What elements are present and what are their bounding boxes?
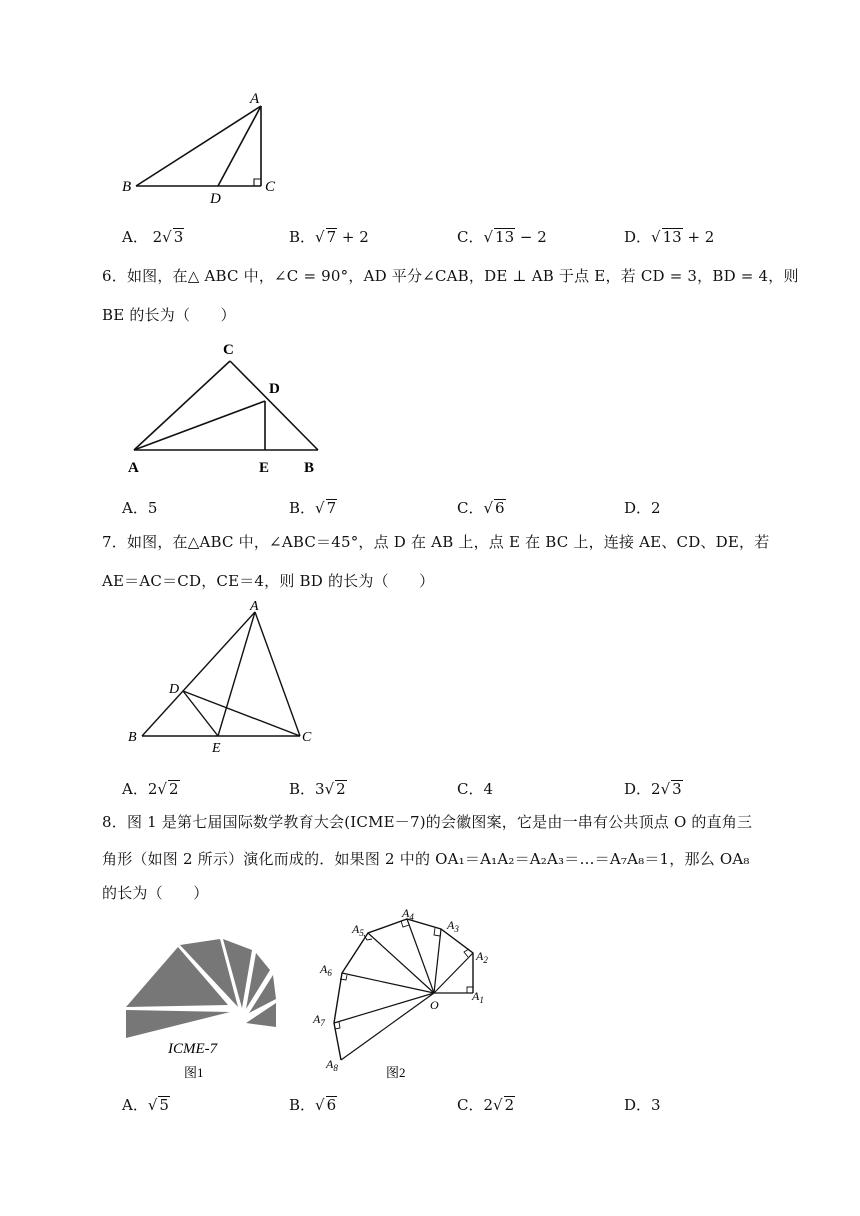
- option-radicand: 13: [662, 228, 682, 246]
- label-A2: $A_2$: [476, 949, 488, 965]
- option-coef: 2: [651, 780, 661, 798]
- option-text: 3: [651, 1096, 661, 1114]
- q8-figure1-icme-emblem: [118, 935, 288, 1085]
- segment-CB: [230, 361, 318, 450]
- option-rest: − 2: [515, 228, 547, 246]
- emblem-caption: ICME-7: [168, 1041, 218, 1057]
- segment-AD: [218, 106, 261, 186]
- option-radicand: 6: [326, 1096, 337, 1114]
- option-text: 5: [147, 499, 158, 517]
- option-radicand: 2: [168, 780, 179, 798]
- label-A3: $A_3$: [447, 918, 459, 934]
- label-A7: $A_7$: [313, 1012, 325, 1028]
- option-letter: A．: [122, 499, 148, 517]
- spiral-outline: [334, 919, 473, 1060]
- q6-option-b: B．√ 7: [289, 499, 337, 517]
- option-letter: B．: [289, 228, 316, 246]
- option-radicand: 6: [495, 499, 505, 517]
- option-letter: B．: [289, 780, 316, 798]
- option-coef: 2: [147, 780, 158, 798]
- q7-option-b: B．3√ 2: [289, 780, 346, 798]
- label-B: B: [128, 730, 137, 745]
- q6-stem-line1: 6．如图，在△ ABC 中，∠C = 90°，AD 平分∠CAB，DE ⊥ AB 于点 E，若 CD = 3，BD = 4，则: [102, 267, 799, 285]
- option-letter: B．: [289, 499, 316, 517]
- right-angle-mark: [254, 179, 261, 186]
- option-letter: D．: [624, 1096, 652, 1114]
- label-subscript: 7: [320, 1018, 325, 1028]
- option-radicand: 5: [159, 1096, 169, 1114]
- label-A: A: [128, 460, 139, 476]
- segment-AD: [134, 401, 265, 450]
- q8-option-b: B．√ 6: [289, 1096, 337, 1114]
- right-angle-mark: [434, 928, 440, 936]
- q6-stem-line2: BE 的长为（ ）: [102, 306, 236, 324]
- label-E: E: [212, 741, 221, 755]
- option-letter: A．: [122, 780, 148, 798]
- option-letter: C．: [457, 1096, 484, 1114]
- option-rest: + 2: [682, 228, 715, 246]
- spoke-OA7: [334, 993, 434, 1023]
- option-radicand: 7: [326, 499, 337, 517]
- q7-stem-line1: 7．如图，在△ABC 中，∠ABC＝45°，点 D 在 AB 上，点 E 在 BC 上，连接 AE、CD、DE，若: [102, 533, 770, 551]
- q7-stem-line2: AE＝AC＝CD，CE＝4，则 BD 的长为（ ）: [102, 572, 435, 590]
- option-radicand: 3: [672, 780, 682, 798]
- spoke-OA4: [407, 919, 434, 993]
- q7-option-d: D．2√ 3: [624, 780, 682, 798]
- label-subscript: 1: [479, 995, 484, 1005]
- option-text: 4: [483, 780, 494, 798]
- label-subscript: 3: [454, 924, 459, 934]
- option-letter: D．: [624, 499, 652, 517]
- label-A5: $A_5$: [352, 922, 364, 938]
- option-radicand: 2: [504, 1096, 515, 1114]
- segment-AC: [134, 361, 230, 450]
- option-radicand: 2: [336, 780, 346, 798]
- q5-figure: [110, 85, 290, 210]
- label-O: O: [430, 998, 439, 1012]
- q6-option-d: [624, 497, 661, 518]
- segment-AB: [142, 612, 255, 736]
- segment-AC: [255, 612, 300, 736]
- option-letter: C．: [457, 228, 484, 246]
- label-A6: $A_6$: [320, 962, 332, 978]
- q8-stem-line1: 8．图 1 是第七届国际数学教育大会(ICME－7)的会徽图案，它是由一串有公共顶点 O 的直角三: [102, 813, 753, 831]
- segment-AE: [218, 612, 255, 736]
- label-A4: $A_4$: [402, 906, 414, 922]
- option-rest: + 2: [337, 228, 369, 246]
- option-text: 2: [651, 499, 661, 517]
- option-letter: C．: [457, 499, 484, 517]
- option-radicand: 3: [173, 228, 184, 246]
- emblem-wedge: [126, 1010, 230, 1038]
- q8-option-c: C．2√ 2: [457, 1096, 515, 1114]
- label-subscript: 6: [327, 968, 332, 978]
- spoke-OA3: [434, 929, 441, 993]
- spoke-OA6: [342, 973, 434, 993]
- option-radicand: 7: [326, 228, 337, 246]
- label-A: A: [250, 91, 260, 107]
- spoke-OA8: [341, 993, 434, 1060]
- label-C: C: [223, 342, 234, 358]
- q8-option-d: [624, 1094, 661, 1115]
- option-letter: B．: [289, 1096, 316, 1114]
- label-C: C: [265, 179, 276, 195]
- label-A: A: [250, 599, 259, 614]
- label-A1: $A_1$: [472, 989, 484, 1005]
- option-letter: C．: [457, 780, 484, 798]
- label-D: D: [269, 381, 280, 397]
- label-C: C: [302, 730, 312, 745]
- q5-option-a: A． 2√ 3: [122, 228, 184, 246]
- option-coef: 2: [152, 228, 163, 246]
- option-letter: D．: [624, 780, 652, 798]
- option-coef: 3: [315, 780, 325, 798]
- q5-option-c: C．√ 13 − 2: [457, 228, 547, 246]
- label-subscript: 2: [483, 955, 488, 965]
- option-letter: A．: [122, 228, 148, 246]
- q5-option-d: D．√ 13 + 2: [624, 228, 715, 246]
- segment-AB: [136, 106, 261, 186]
- option-letter: D．: [624, 228, 652, 246]
- q6-option-c: C．√ 6: [457, 499, 505, 517]
- option-letter: A．: [122, 1096, 148, 1114]
- label-B: B: [304, 460, 315, 476]
- label-subscript: 4: [409, 912, 414, 922]
- q7-option-a: A．2√ 2: [122, 780, 179, 798]
- figure2-label: 图2: [386, 1065, 406, 1080]
- label-A8: $A_8$: [326, 1057, 338, 1073]
- q5-option-b: B．√ 7 + 2: [289, 228, 369, 246]
- label-E: E: [259, 460, 270, 476]
- q7-figure: [120, 595, 330, 755]
- label-D: D: [169, 682, 180, 697]
- spoke-OA5: [368, 933, 434, 993]
- q8-figure2-spiral: [310, 905, 500, 1085]
- q6-figure: [120, 335, 340, 480]
- label-D: D: [210, 191, 221, 207]
- figure1-label: 图1: [184, 1065, 204, 1080]
- q8-stem-line2: 角形（如图 2 所示）演化而成的．如果图 2 中的 OA₁＝A₁A₂＝A₂A₃＝…＝A₇A₈＝1，那么 OA₈: [102, 850, 750, 868]
- option-radicand: 13: [495, 228, 515, 246]
- label-subscript: 8: [333, 1063, 338, 1073]
- q8-stem-line3: 的长为（ ）: [102, 884, 209, 902]
- q8-option-a: A．√ 5: [122, 1096, 169, 1114]
- q6-option-a: [122, 497, 157, 518]
- label-B: B: [122, 179, 132, 195]
- label-subscript: 5: [359, 928, 364, 938]
- option-coef: 2: [483, 1096, 494, 1114]
- q7-option-c: [457, 778, 493, 799]
